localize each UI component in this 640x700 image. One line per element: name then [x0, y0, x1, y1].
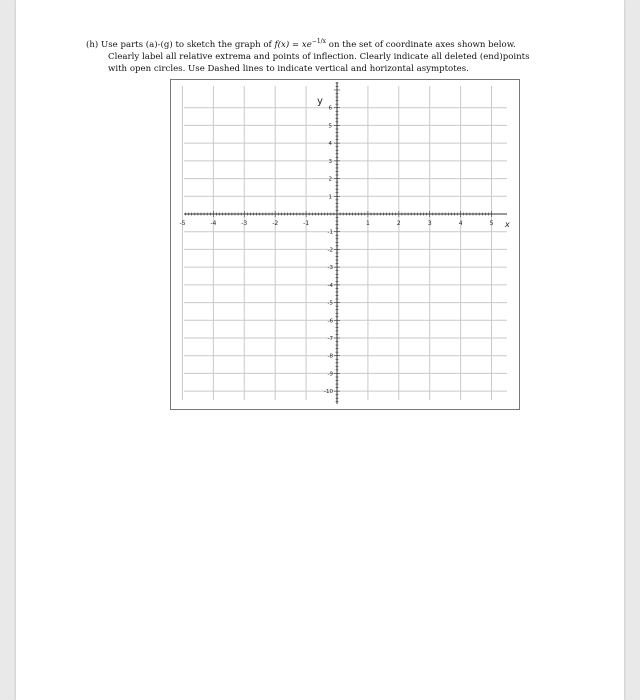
y-axis-label: y	[317, 96, 323, 107]
problem-line-3: with open circles. Use Dashed lines to indicate vertical and horizontal asymptotes.	[108, 63, 469, 74]
problem-line-2: Clearly label all relative extrema and points of inflection. Clearly indicate all deleted (end)points	[108, 51, 530, 62]
y-tick-label: -10	[324, 389, 333, 396]
y-tick-label: 2	[328, 176, 332, 183]
problem-line-1	[86, 36, 556, 51]
y-tick-label: -5	[327, 300, 333, 307]
x-tick-label: -3	[241, 220, 248, 227]
x-tick-label: -1	[303, 220, 310, 227]
y-tick-label: -6	[327, 318, 333, 325]
part-label: (h)	[86, 39, 99, 50]
line1-start: Use parts (a)-(g) to sketch the graph of	[100, 39, 275, 50]
y-tick-label: -1	[327, 229, 333, 236]
x-tick-label: -2	[272, 220, 279, 227]
x-tick-label: 3	[427, 220, 432, 227]
x-tick-label: 1	[365, 220, 370, 227]
y-tick-label: 3	[328, 158, 332, 165]
problem-text	[86, 36, 556, 75]
x-tick-label: -4	[210, 220, 217, 227]
formula: f(x) = xe	[274, 39, 312, 50]
x-axis-label: x	[505, 220, 510, 229]
y-tick-label: 1	[328, 194, 332, 201]
y-tick-label: 6	[328, 105, 332, 112]
y-tick-label: -8	[327, 353, 333, 360]
y-tick-label: -2	[327, 247, 333, 254]
y-tick-label: 4	[328, 141, 332, 148]
x-tick-label: -5	[179, 220, 186, 227]
worksheet-page	[16, 0, 624, 700]
y-tick-label: -3	[327, 265, 333, 272]
y-tick-label: -4	[327, 282, 333, 289]
x-tick-label: 2	[396, 220, 401, 227]
y-tick-label: -9	[327, 371, 333, 378]
y-tick-label: -7	[327, 336, 333, 342]
x-tick-label: 5	[489, 220, 494, 227]
y-tick-label: 5	[328, 123, 332, 130]
line1-end: on the set of coordinate axes shown below.	[326, 39, 516, 50]
x-tick-label: 4	[458, 220, 463, 227]
graph-frame	[170, 79, 520, 410]
formula-exponent: −1/x	[311, 38, 327, 45]
coordinate-axes	[171, 80, 519, 409]
